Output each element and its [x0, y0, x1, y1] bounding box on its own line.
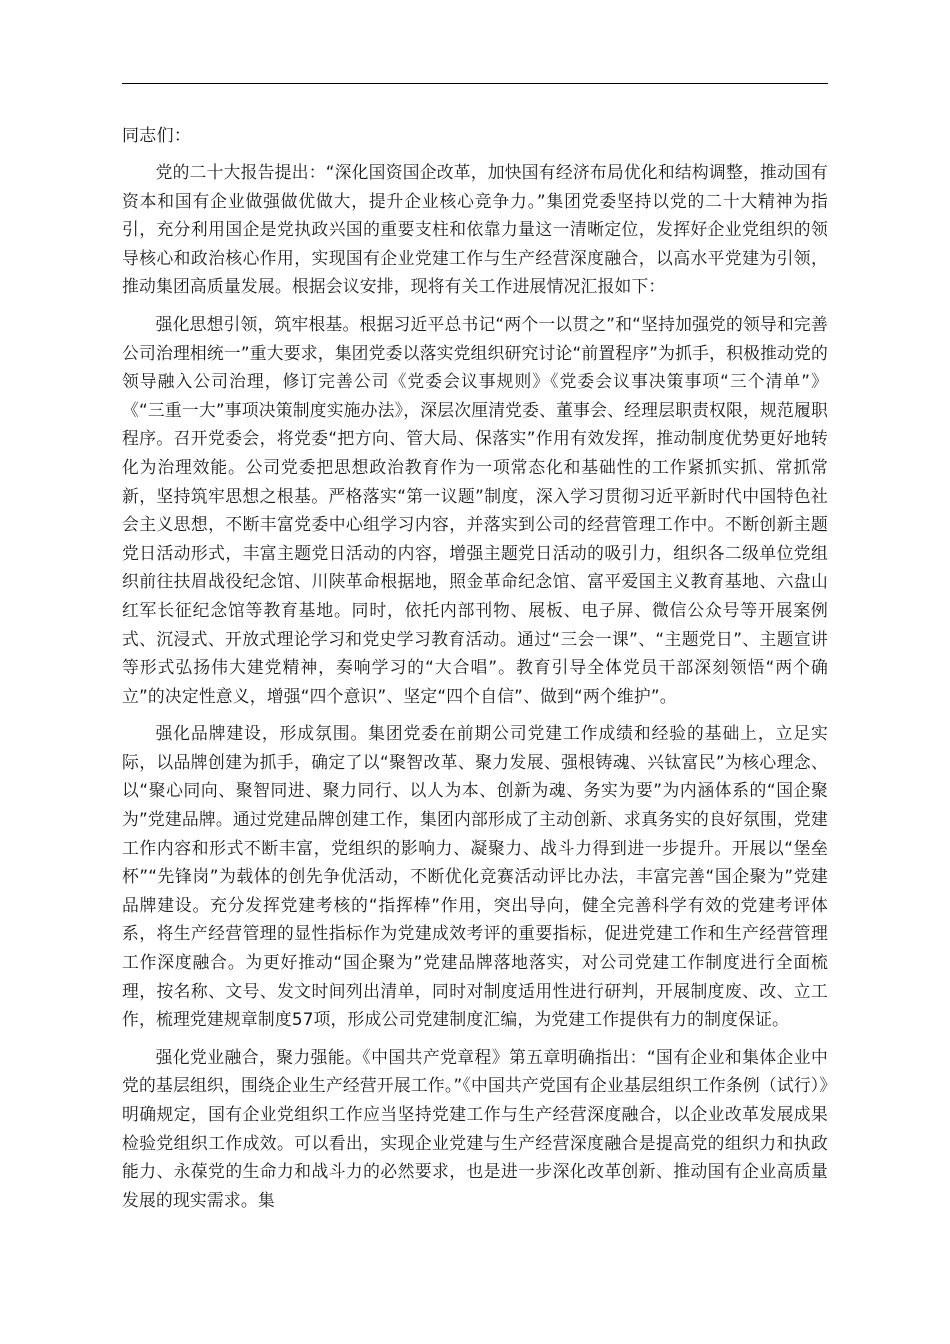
salutation: 同志们：: [122, 126, 192, 146]
document-body: [122, 122, 828, 1223]
paragraph-ideology: 强化思想引领，筑牢根基。根据习近平总书记“两个一以贯之”和“坚持加强党的领导和完善公司治理相统一”重大要求，集团党委以落实党组织研究讨论“前置程序”为抓手，积极推动党的领导融入公司治理，修订完善公司《党委会议事规则》《党委会议事决策事项“三个清单”》《“三重一大”事项决策制度实施办法》，深层次厘清党委、董事会、经理层职责权限，规范履职程序。召开党委会，将党委“把方向、管大局、保落实”作用有效发挥，推动制度优势更好地转化为治理效能。公司党委把思想政治教育作为一项常态化和基础性的工作紧抓实抓、常抓常新，坚持筑牢思想之根基。严格落实“第一议题”制度，深入学习贯彻习近平新时代中国特色社会主义思想，不断丰富党委中心组学习内容，并落实到公司的经营管理工作中。不断创新主题党日活动形式，丰富主题党日活动的内容，增强主题党日活动的吸引力，组织各二级单位党组织前往扶眉战役纪念馆、川陕革命根据地，照金革命纪念馆、富平爱国主义教育基地、六盘山红军长征纪念馆等教育基地。同时，依托内部刊物、展板、电子屏、微信公众号等开展案例式、沉浸式、开放式理论学习和党史学习教育活动。通过“三会一课”、“主题党日”、主题宣讲等形式弘扬伟大建党精神，奏响学习的“大合唱”。教育引导全体党员干部深刻领悟“两个确立”的决定性意义，增强“四个意识”、坚定“四个自信”、做到“两个维护”。: [122, 313, 828, 706]
paragraph-integration: 强化党业融合，聚力强能。《中国共产党章程》第五章明确指出：“国有企业和集体企业中党的基层组织，围绕企业生产经营开展工作。”《中国共产党国有企业基层组织工作条例（试行）》明确规定，国有企业党组织工作应当坚持党建工作与生产经营深度融合，以企业改革发展成果检验党组织工作成效。可以看出，实现企业党建与生产经营深度融合是提高党的组织力和执政能力、永葆党的生命力和战斗力的必然要求，也是进一步深化改革创新、推动国有企业高质量发展的现实需求。集: [122, 1046, 828, 1210]
paragraph-intro: 党的二十大报告提出：“深化国资国企改革，加快国有经济布局优化和结构调整，推动国有资本和国有企业做强做优做大，提升企业核心竞争力。”集团党委坚持以党的二十大精神为指引，充分利用国企是党执政兴国的重要支柱和依靠力量这一清晰定位，发挥好企业党组织的领导核心和政治核心作用，实现国有企业党建工作与生产经营深度融合，以高水平党建为引领，推动集团高质量发展。根据会议安排，现将有关工作进展情况汇报如下：: [122, 162, 828, 297]
header-divider: [122, 83, 828, 84]
paragraph-brand: 强化品牌建设，形成氛围。集团党委在前期公司党建工作成绩和经验的基础上，立足实际，以品牌创建为抓手，确定了以“聚智改革、聚力发展、强根铸魂、兴钛富民”为核心理念、以“聚心同向、聚智同进、聚力同行、以人为本、创新为魂、务实为要”为内涵体系的“国企聚为”党建品牌。通过党建品牌创建工作，集团内部形成了主动创新、求真务实的良好氛围，党建工作内容和形式不断丰富，党组织的影响力、凝聚力、战斗力得到进一步提升。开展以“堡垒杯”“先锋岗”为载体的创先争优活动，不断优化竞赛活动评比办法，丰富完善“国企聚为”党建品牌建设。充分发挥党建考核的“指挥棒”作用，突出导向，健全完善科学有效的党建考评体系，将生产经营管理的显性指标作为党建成效考评的重要指标，促进党建工作和生产经营管理工作深度融合。为更好推动“国企聚为”党建品牌落地落实，对公司党建工作制度进行全面梳理，按名称、文号、发文时间列出清单，同时对制度适用性进行研判，开展制度废、改、立工作，梳理党建规章制度57项，形成公司党建制度汇编，为党建工作提供有力的制度保证。: [122, 723, 828, 1030]
